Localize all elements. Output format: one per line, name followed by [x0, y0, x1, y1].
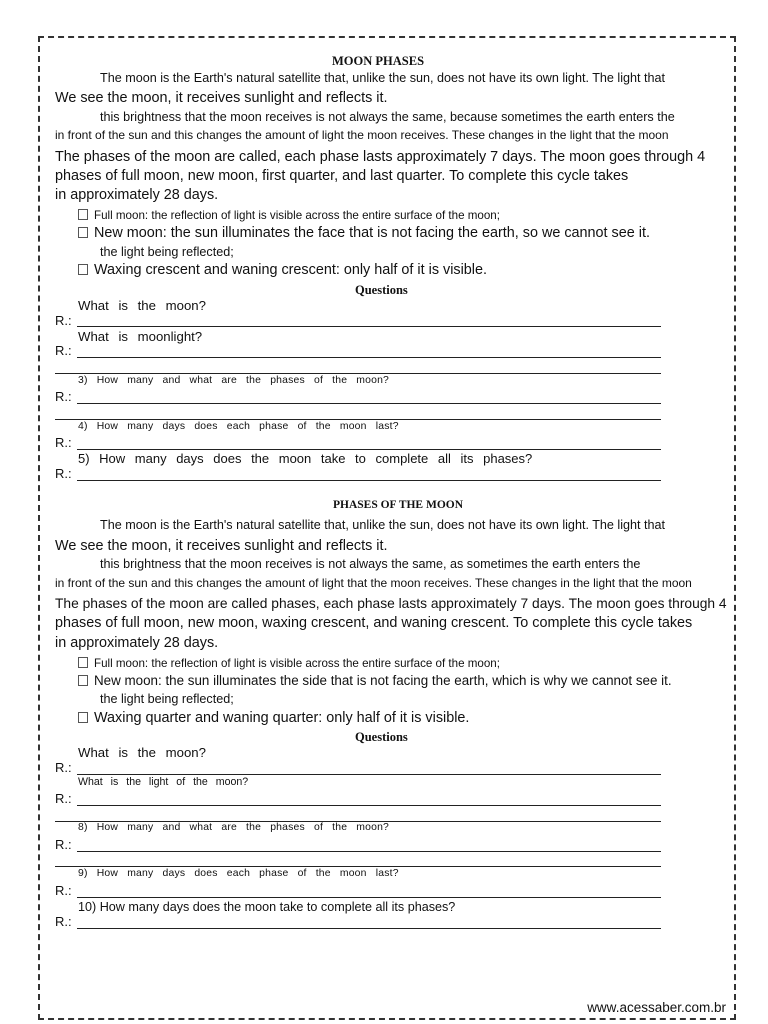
section1-bullet-continuation: the light being reflected;	[100, 245, 234, 259]
section1-paragraph-line: this brightness that the moon receives is not always the same, because sometimes the earth enters the	[100, 110, 675, 124]
question-1: What is the moon?	[78, 298, 206, 313]
section1-bullet: Waxing crescent and waning crescent: only half of it is visible.	[78, 262, 487, 279]
answer-label: R.:	[55, 914, 72, 929]
checkbox-icon	[78, 712, 88, 723]
section1-paragraph-line: in front of the sun and this changes the amount of light the moon receives. These changes in the light that the moon	[55, 128, 669, 142]
answer-line[interactable]	[55, 866, 661, 867]
section1-paragraph-line: The phases of the moon are called, each phase lasts approximately 7 days. The moon goes through 4	[55, 149, 706, 165]
answer-line[interactable]	[77, 928, 661, 929]
footer-url[interactable]: www.acessaber.com.br	[587, 1000, 726, 1015]
question-6: What is the moon?	[78, 745, 206, 760]
section1-bullet: New moon: the sun illuminates the face that is not facing the earth, so we cannot see it.	[78, 225, 650, 242]
answer-label: R.:	[55, 837, 72, 852]
answer-label: R.:	[55, 343, 72, 358]
answer-label: R.:	[55, 313, 72, 328]
section1-questions-heading: Questions	[355, 283, 408, 297]
section2-bullet-continuation: the light being reflected;	[100, 692, 234, 706]
question-8: 8) How many and what are the phases of the moon?	[78, 822, 390, 833]
question-7: What is the light of the moon?	[78, 776, 249, 788]
question-10: 10) How many days does the moon take to complete all its phases?	[78, 900, 456, 914]
checkbox-icon	[78, 675, 88, 686]
answer-line[interactable]	[55, 419, 661, 420]
section2-paragraph-line: The phases of the moon are called phases, each phase lasts approximately 7 days. The moon goes through 4	[55, 596, 727, 611]
question-2: What is moonlight?	[78, 329, 203, 344]
section2-title: PHASES OF THE MOON	[333, 499, 464, 511]
section2-paragraph-line: The moon is the Earth's natural satellite that, unlike the sun, does not have its own light. The light that	[100, 518, 666, 532]
answer-line[interactable]	[77, 480, 661, 481]
checkbox-icon	[78, 657, 88, 668]
section2-bullet: Waxing quarter and waning quarter: only half of it is visible.	[78, 710, 469, 727]
answer-label: R.:	[55, 760, 72, 775]
answer-line[interactable]	[77, 851, 661, 852]
answer-line[interactable]	[77, 449, 661, 450]
question-3: 3) How many and what are the phases of the moon?	[78, 375, 390, 386]
checkbox-icon	[78, 227, 88, 238]
section2-paragraph-line: We see the moon, it receives sunlight and reflects it.	[55, 538, 388, 554]
answer-line[interactable]	[77, 403, 661, 404]
section2-paragraph-line: in approximately 28 days.	[55, 635, 219, 651]
answer-line[interactable]	[77, 805, 661, 806]
answer-label: R.:	[55, 389, 72, 404]
checkbox-icon	[78, 264, 88, 275]
question-5: 5) How many days does the moon take to complete all its phases?	[78, 451, 533, 466]
section1-paragraph-line: We see the moon, it receives sunlight and reflects it.	[55, 90, 388, 106]
section2-bullet: New moon: the sun illuminates the side that is not facing the earth, which is why we cannot see it.	[78, 673, 672, 688]
section1-paragraph-line: in approximately 28 days.	[55, 187, 219, 203]
question-9: 9) How many days does each phase of the moon last?	[78, 868, 399, 879]
answer-label: R.:	[55, 791, 72, 806]
section1-paragraph-line: phases of full moon, new moon, first quarter, and last quarter. To complete this cycle takes	[55, 168, 629, 184]
section1-bullet: Full moon: the reflection of light is visible across the entire surface of the moon;	[78, 209, 500, 222]
section2-bullet: Full moon: the reflection of light is visible across the entire surface of the moon;	[78, 657, 500, 670]
section1-title: MOON PHASES	[332, 54, 425, 68]
section1-paragraph-line: The moon is the Earth's natural satellite that, unlike the sun, does not have its own light. The light that	[100, 71, 666, 85]
answer-label: R.:	[55, 883, 72, 898]
section2-paragraph-line: phases of full moon, new moon, waxing crescent, and waning crescent. To complete this cycle takes	[55, 615, 693, 631]
answer-line[interactable]	[77, 897, 661, 898]
section2-questions-heading: Questions	[355, 730, 408, 744]
section2-paragraph-line: this brightness that the moon receives is not always the same, as sometimes the earth enters the	[100, 557, 641, 571]
section2-paragraph-line: in front of the sun and this changes the amount of light that the moon receives. These changes in the light that the moon	[55, 576, 692, 590]
answer-label: R.:	[55, 435, 72, 450]
question-4: 4) How many days does each phase of the moon last?	[78, 421, 399, 432]
answer-line[interactable]	[55, 373, 661, 374]
checkbox-icon	[78, 209, 88, 220]
answer-line[interactable]	[77, 326, 661, 327]
answer-label: R.:	[55, 466, 72, 481]
answer-line[interactable]	[77, 774, 661, 775]
answer-line[interactable]	[77, 357, 661, 358]
